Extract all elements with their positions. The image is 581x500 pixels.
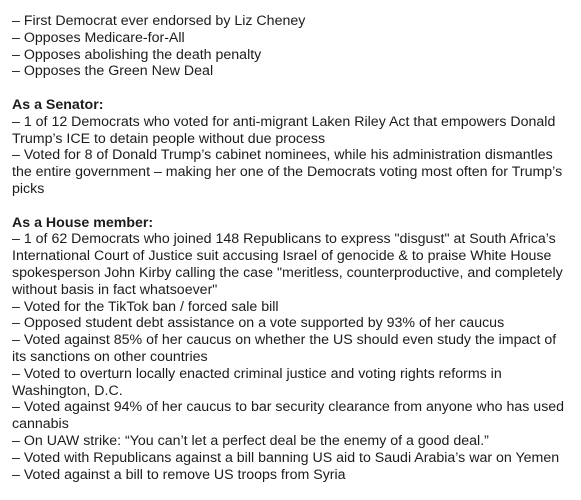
intro-item: – Opposes the Green New Deal (12, 63, 214, 80)
intro-item: – Opposes Medicare-for-All (12, 29, 185, 46)
house-heading: As a House member: (12, 214, 154, 231)
house-item: – Voted against a bill to remove US troops from Syria (12, 466, 346, 483)
intro-list (12, 13, 573, 80)
senator-item: – 1 of 12 Democrats who voted for anti-migrant Laken Riley Act that empowers Donald Trump’s ICE to detain people without due process (12, 113, 556, 147)
senator-item: – Voted for 8 of Donald Trump’s cabinet nominees, while his administration dismantles the entire government – making her one of the Democrats voting most often for Trump’s picks (12, 147, 563, 197)
section-spacer (12, 80, 573, 97)
house-item: – 1 of 62 Democrats who joined 148 Republicans to express "disgust" at South Africa’s International Court of Justice suit accusing Israel of genocide & to praise White House spokesperson John Kirby calling the case "meritless, counterproductive, and completely without basis in fact whatsoever" (12, 231, 563, 298)
house-section (12, 215, 573, 484)
senator-heading: As a Senator: (12, 96, 104, 113)
senator-section (12, 97, 573, 198)
house-item: – Voted to overturn locally enacted criminal justice and voting rights reforms in Washington, D.C. (12, 365, 502, 399)
house-item: – Voted with Republicans against a bill banning US aid to Saudi Arabia’s war on Yemen (12, 449, 560, 466)
house-item: – Voted for the TikTok ban / forced sale bill (12, 298, 279, 315)
intro-item: – First Democrat ever endorsed by Liz Cheney (12, 13, 306, 29)
house-item: – On UAW strike: “You can’t let a perfect deal be the enemy of a good deal.” (12, 432, 489, 449)
house-item: – Voted against 94% of her caucus to bar security clearance from anyone who has used cannabis (12, 399, 565, 433)
section-spacer (12, 198, 573, 215)
house-item: – Voted against 85% of her caucus on whether the US should even study the impact of its sanctions on other countries (12, 332, 557, 365)
intro-item: – Opposes abolishing the death penalty (12, 46, 262, 63)
house-item: – Opposed student debt assistance on a vote supported by 93% of her caucus (12, 315, 505, 332)
